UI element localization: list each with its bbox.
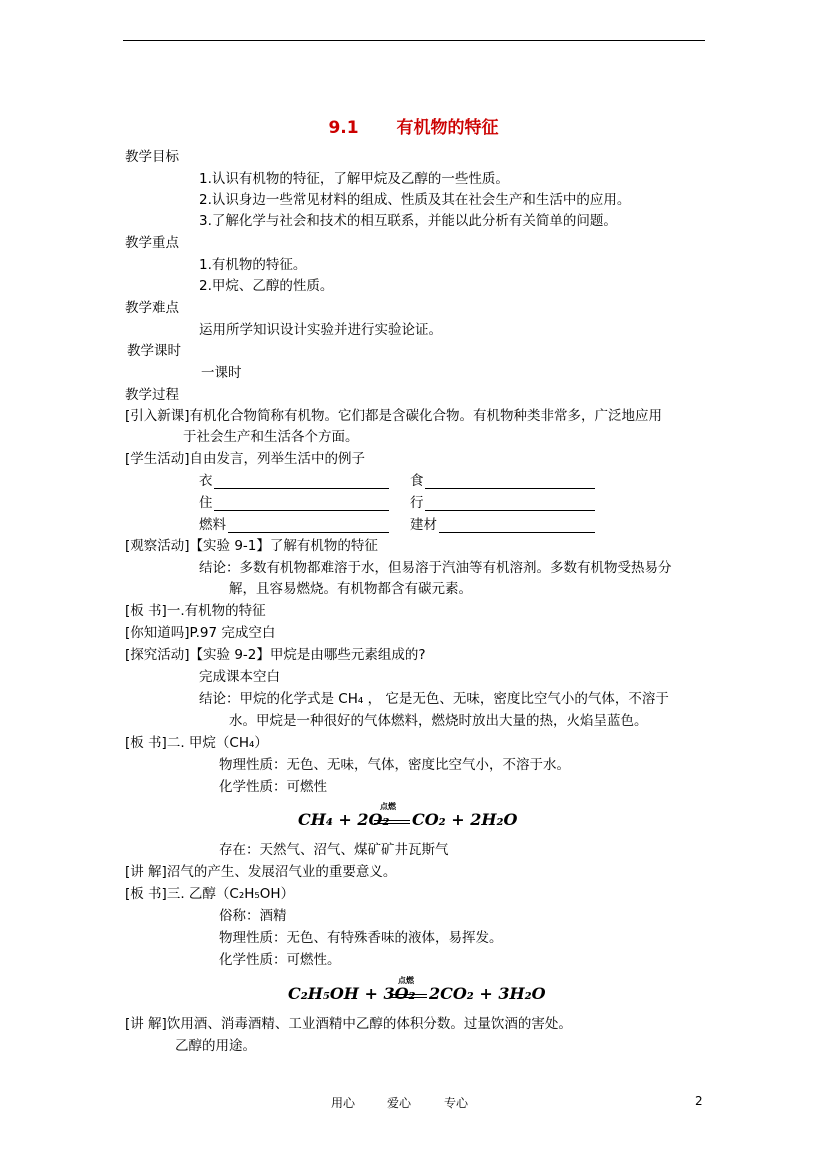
process-heading: 教学过程	[125, 387, 179, 403]
conclusion-line: 解，且容易燃烧。有机物都含有碳元素。	[229, 581, 472, 597]
did-you-know: [你知道吗]P.97 完成空白	[125, 625, 276, 641]
equation-arrow	[374, 820, 410, 824]
footer-motto: 用心	[331, 1096, 356, 1110]
difficulty-heading: 教学难点	[125, 300, 179, 316]
conclusion-line: 结论：甲烷的化学式是 CH₄ ， 它是无色、无味，密度比空气小的气体，不溶于	[199, 691, 669, 707]
equation-condition: 点燃	[398, 976, 414, 985]
page-number: 2	[695, 1094, 703, 1108]
lecture-note: [讲 解]饮用酒、消毒酒精、工业酒精中乙醇的体积分数。过量饮酒的害处。	[125, 1016, 572, 1032]
equation-arrow	[391, 994, 427, 998]
blank-line[interactable]	[439, 532, 595, 533]
key-point-item: 2.甲烷、乙醇的性质。	[199, 278, 334, 294]
footer-motto: 专心	[444, 1096, 469, 1110]
title-text: 有机物的特征	[396, 118, 499, 138]
equation-methane-right: CO₂ + 2H₂O	[412, 810, 518, 829]
equation-methane-left: CH₄ + 2O₂	[298, 810, 390, 829]
page-title	[0, 113, 827, 138]
board-note: [板 书]二. 甲烷（CH₄）	[125, 735, 268, 751]
key-points-heading: 教学重点	[125, 235, 179, 251]
blank-line[interactable]	[425, 488, 595, 489]
footer-motto: 爱心	[387, 1096, 412, 1110]
explore-activity: [探究活动]【实验 9-2】甲烷是由哪些元素组成的?	[125, 647, 426, 663]
blank-line[interactable]	[214, 488, 389, 489]
goals-heading: 教学目标	[125, 149, 179, 165]
board-note: [板 书]三. 乙醇（C₂H₅OH）	[125, 886, 295, 902]
difficulty-text: 运用所学知识设计实验并进行实验论证。	[199, 322, 442, 338]
blank-label-food: 食	[410, 473, 424, 489]
blank-label-clothing: 衣	[199, 473, 213, 489]
intro-line: [引入新课]有机化合物简称有机物。它们都是含碳化合物。有机物种类非常多，广泛地应用	[125, 408, 663, 424]
board-note: [板 书]一.有机物的特征	[125, 603, 266, 619]
ethanol-alias: 俗称：酒精	[219, 908, 287, 924]
header-rule	[123, 40, 705, 41]
ethanol-physical: 物理性质：无色、有特殊香味的液体，易挥发。	[219, 930, 503, 946]
methane-physical: 物理性质：无色、无味，气体，密度比空气小，不溶于水。	[219, 757, 570, 773]
blank-label-housing: 住	[199, 495, 213, 511]
ethanol-uses: 乙醇的用途。	[175, 1038, 256, 1054]
conclusion-line: 水。甲烷是一种很好的气体燃料，燃烧时放出大量的热，火焰呈蓝色。	[229, 713, 648, 729]
complete-text: 完成课本空白	[199, 669, 280, 685]
equation-condition: 点燃	[380, 802, 396, 811]
methane-chemical: 化学性质：可燃性	[219, 779, 327, 795]
key-point-item: 1.有机物的特征。	[199, 257, 307, 273]
hours-heading: 教学课时	[127, 343, 181, 359]
blank-label-building: 建材	[410, 517, 437, 533]
ethanol-chemical: 化学性质：可燃性。	[219, 952, 341, 968]
goal-item: 3.了解化学与社会和技术的相互联系，并能以此分析有关简单的问题。	[199, 213, 617, 229]
blank-label-travel: 行	[410, 495, 424, 511]
title-number: 9.1	[328, 118, 359, 138]
methane-existence: 存在：天然气、沼气、煤矿矿井瓦斯气	[219, 842, 449, 858]
equation-ethanol-right: 2CO₂ + 3H₂O	[429, 984, 546, 1003]
hours-text: 一课时	[201, 365, 242, 381]
lecture-note: [讲 解]沼气的产生、发展沼气业的重要意义。	[125, 864, 397, 880]
conclusion-line: 结论：多数有机物都难溶于水，但易溶于汽油等有机溶剂。多数有机物受热易分	[199, 560, 672, 576]
observe-activity: [观察活动]【实验 9-1】了解有机物的特征	[125, 538, 378, 554]
goal-item: 1.认识有机物的特征，了解甲烷及乙醇的一些性质。	[199, 171, 509, 187]
blank-label-fuel: 燃料	[199, 517, 226, 533]
goal-item: 2.认识身边一些常见材料的组成、性质及其在社会生产和生活中的应用。	[199, 192, 631, 208]
student-activity: [学生活动]自由发言，列举生活中的例子	[125, 451, 366, 467]
equation-ethanol-left: C₂H₅OH + 3O₂	[288, 984, 416, 1003]
blank-line[interactable]	[228, 532, 389, 533]
intro-line: 于社会生产和生活各个方面。	[183, 429, 359, 445]
blank-line[interactable]	[214, 510, 389, 511]
blank-line[interactable]	[425, 510, 595, 511]
